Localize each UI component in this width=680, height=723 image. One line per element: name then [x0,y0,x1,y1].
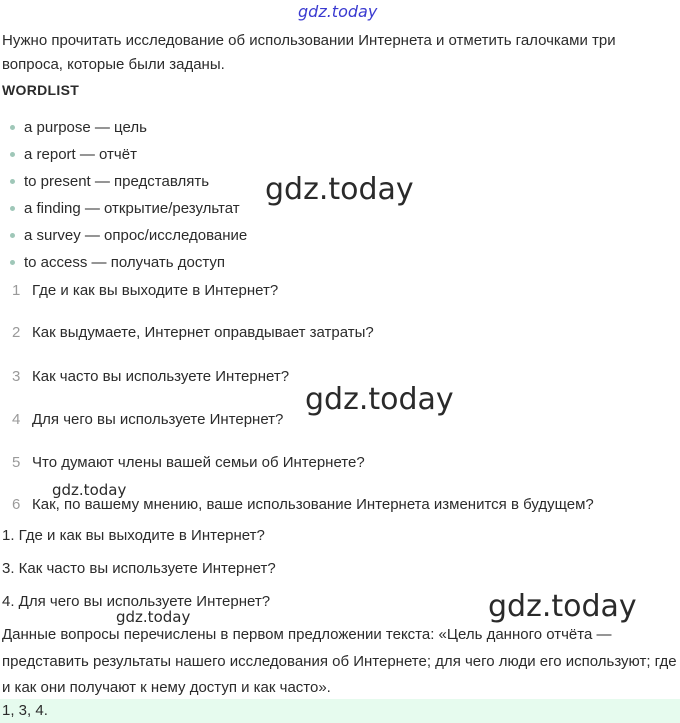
answer-line: 3. Как часто вы используете Интернет? [2,560,276,577]
wordlist-item: to access — получать доступ [10,253,247,280]
bullet-icon [10,206,15,211]
question-item [12,324,374,341]
final-answer: 1, 3, 4. [2,702,48,719]
question-item [12,282,278,299]
question-number: 5 [12,454,21,471]
bullet-icon [10,125,15,130]
question-text: Как выдумаете, Интернет оправдывает затраты? [32,324,374,341]
wordlist-item: a finding — открытие/результат [10,199,247,226]
question-item [12,454,365,471]
question-item [12,368,289,385]
question-number: 4 [12,411,21,428]
question-text: Как, по вашему мнению, ваше использование Интернета изменится в будущем? [32,496,594,513]
question-text: Что думают члены вашей семьи об Интернете? [32,454,365,471]
question-number: 6 [12,496,21,513]
question-number: 3 [12,368,21,385]
question-number: 1 [12,282,21,299]
answer-line: 4. Для чего вы используете Интернет? [2,593,271,610]
watermark: gdz.today [265,172,414,207]
final-answer-box [0,699,680,723]
question-text: Как часто вы используете Интернет? [32,368,290,385]
wordlist-item: to present — представлять [10,172,247,199]
explanation: Данные вопросы перечислены в первом предложении текста: «Цель данного отчёта — представить результаты нашего исследования об Интернете; для чего люди его используют; где и как они получают к нему доступ и как часто». [2,626,677,696]
question-number: 2 [12,324,21,341]
wordlist-item: a survey — опрос/исследование [10,226,247,253]
bullet-icon [10,233,15,238]
wordlist-heading: WORDLIST [2,82,80,98]
wordlist-item: a report — отчёт [10,145,247,172]
wordlist [10,118,247,280]
bullet-icon [10,152,15,157]
bullet-icon [10,260,15,265]
answer-line: 1. Где и как вы выходите в Интернет? [2,527,265,544]
wordlist-item: a purpose — цель [10,118,247,145]
watermark: gdz.today [488,589,637,624]
question-text: Для чего вы используете Интернет? [32,411,284,428]
question-text: Где и как вы выходите в Интернет? [32,282,279,299]
watermark: gdz.today [52,481,127,499]
watermark: gdz.today [116,608,191,626]
bullet-icon [10,179,15,184]
watermark: gdz.today [305,382,454,417]
watermark-top: gdz.today [298,2,378,21]
task-instruction: Нужно прочитать исследование об использовании Интернета и отметить галочками три вопроса, которые были заданы. [2,32,616,73]
question-item [12,411,283,428]
